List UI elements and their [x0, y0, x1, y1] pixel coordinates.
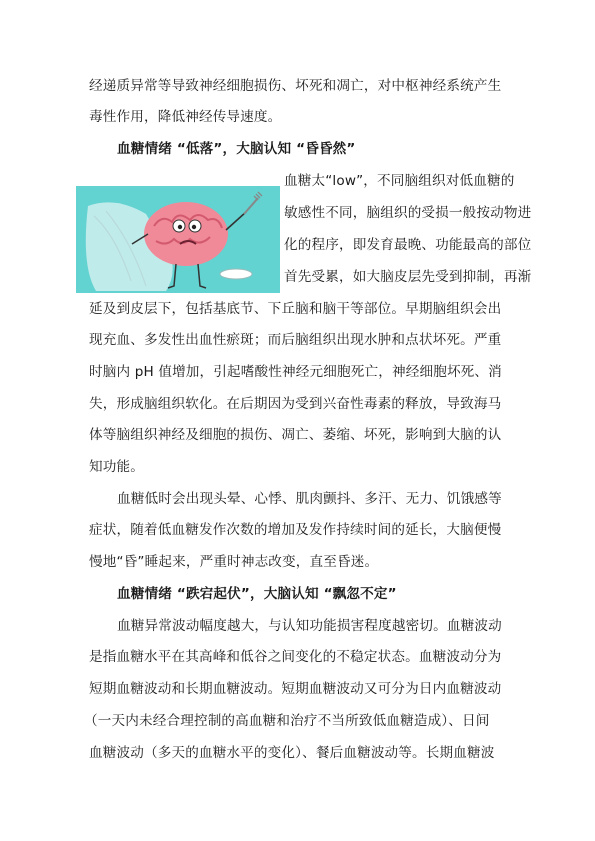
paragraph-line: 延及到皮层下，包括基底节、下丘脑和脑干等部位。早期脑组织会出 — [89, 301, 502, 317]
paragraph-line: 化的程序，即发育最晚、功能最高的部位 — [284, 237, 532, 253]
paragraph-line: 时脑内 pH 值增加，引起嗜酸性神经元细胞死亡，神经细胞坏死、消 — [89, 364, 502, 380]
section-heading: 血糖情绪 “低落”，大脑认知 “昏昏然” — [117, 141, 356, 157]
paragraph-line: 血糖低时会出现头晕、心悸、肌肉颤抖、多汗、无力、饥饿感等 — [117, 491, 502, 507]
paragraph-line: 敏感性不同，脑组织的受损一般按动物进 — [284, 205, 532, 221]
paragraph-line: 血糖波动（多天的血糖水平的变化）、餐后血糖波动等。长期血糖波 — [89, 745, 495, 761]
paragraph-line: 慢地“昏”睡起来，严重时神志改变，直至昏迷。 — [89, 554, 379, 570]
paragraph-line: 症状，随着低血糖发作次数的增加及发作持续时间的延长，大脑便慢 — [89, 522, 502, 538]
brain-with-fork-illustration — [76, 186, 280, 293]
paragraph-line: （一天内未经合理控制的高血糖和治疗不当所致低血糖造成）、日间 — [84, 713, 490, 729]
paragraph-line: 经递质异常等导致神经细胞损伤、坏死和凋亡，对中枢神经系统产生 — [89, 78, 502, 94]
paragraph-line: 血糖太“low”，不同脑组织对低血糖的 — [284, 173, 515, 189]
paragraph-line: 体等脑组织神经及细胞的损伤、凋亡、萎缩、坏死，影响到大脑的认 — [89, 427, 502, 443]
paragraph-line: 毒性作用，降低神经传导速度。 — [89, 109, 282, 125]
section-heading: 血糖情绪 “跌宕起伏”，大脑认知 “飘忽不定” — [117, 586, 397, 602]
paragraph-line: 血糖异常波动幅度越大，与认知功能损害程度越密切。血糖波动 — [117, 618, 502, 634]
paragraph-line: 现充血、多发性出血性瘀斑；而后脑组织出现水肿和点状坏死。严重 — [89, 332, 502, 348]
paragraph-line: 是指血糖水平在其高峰和低谷之间变化的不稳定状态。血糖波动分为 — [89, 649, 502, 665]
paragraph-line: 首先受累，如大脑皮层先受到抑制，再渐 — [284, 269, 532, 285]
paragraph-line: 短期血糖波动和长期血糖波动。短期血糖波动又可分为日内血糖波动 — [89, 681, 502, 697]
paragraph-line: 失，形成脑组织软化。在后期因为受到兴奋性毒素的释放，导致海马 — [89, 396, 502, 412]
paragraph-line: 知功能。 — [89, 459, 144, 475]
